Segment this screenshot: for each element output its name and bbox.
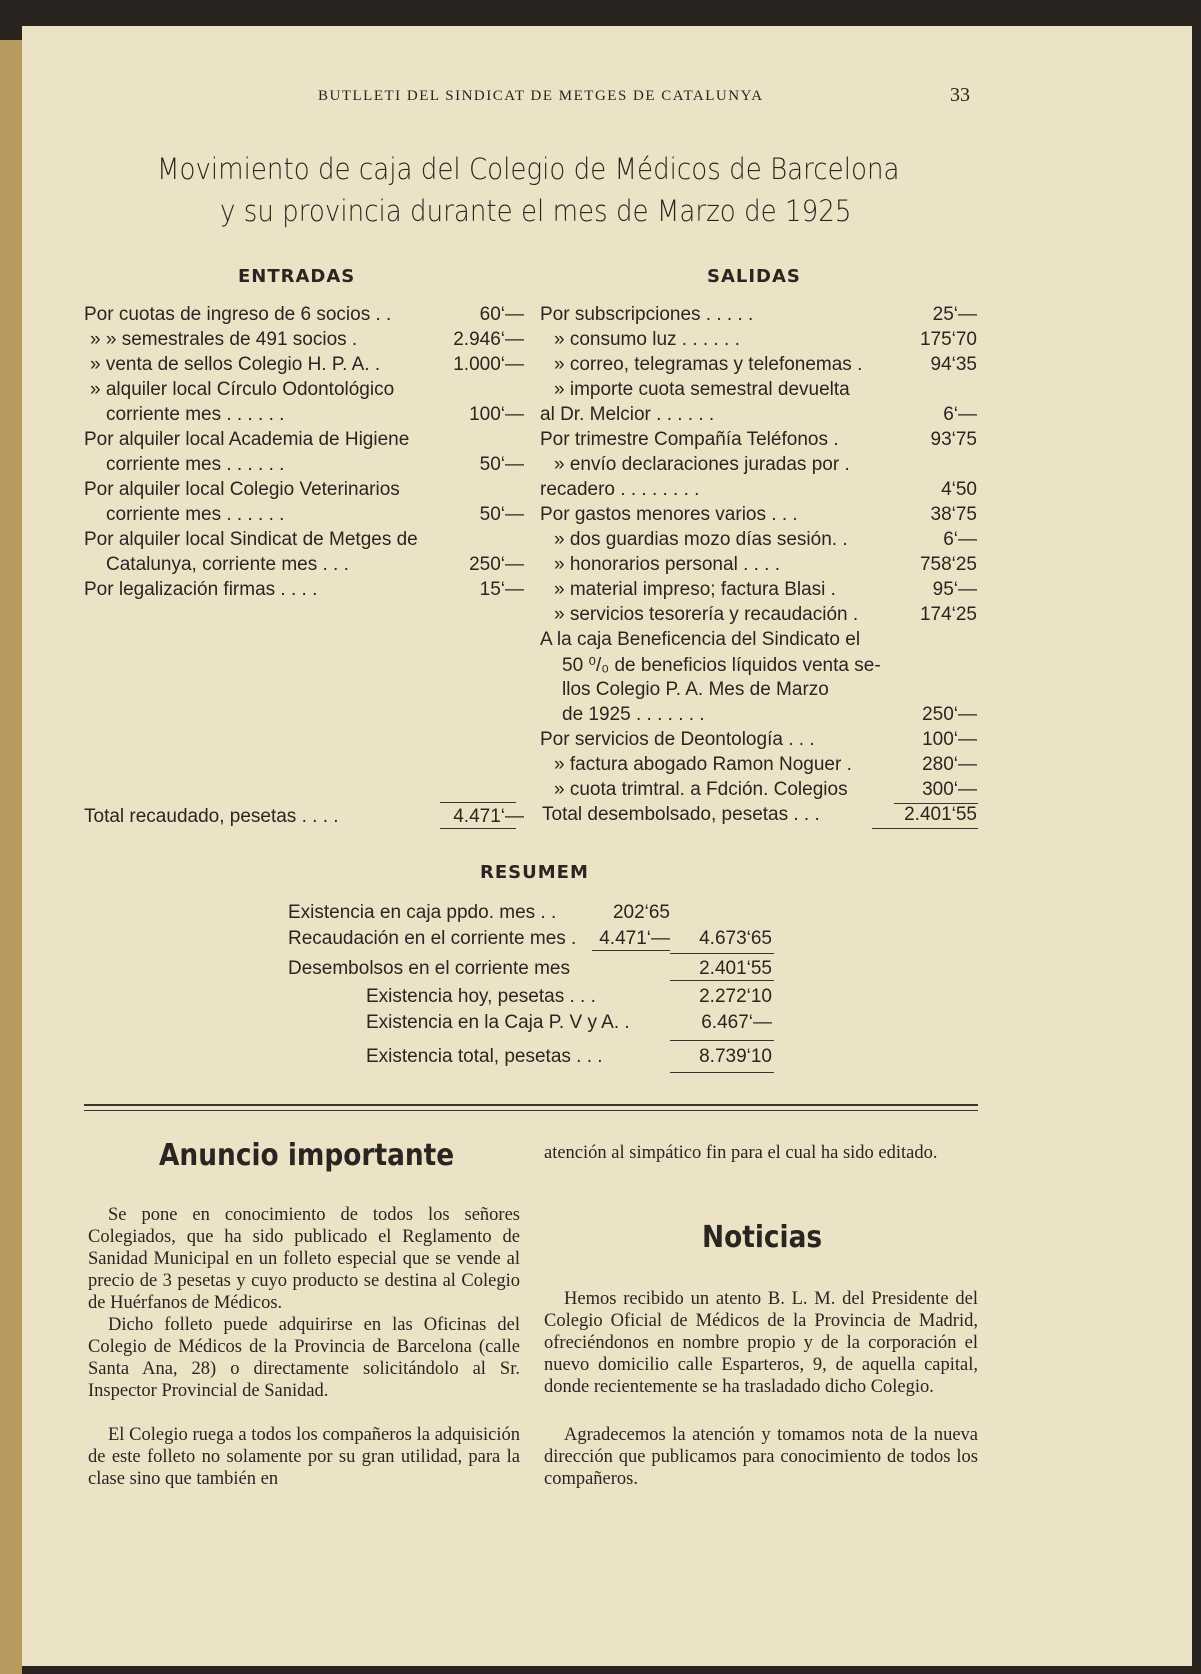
- anuncio-paragraph-2: Dicho folleto puede adquirirse en las Oficinas del Colegio de Médicos de la Provincia de Barcelona (calle Santa Ana, 28) o directamente solicitándolo al Sr. Inspector Provincial de Sanidad.: [88, 1315, 520, 1401]
- running-header: BUTLLETI DEL SINDICAT DE METGES DE CATALUNYA: [318, 88, 764, 104]
- salidas-line: » material impreso; factura Blasi .: [554, 579, 836, 600]
- entradas-line: Por legalización firmas . . . .: [84, 579, 318, 600]
- resumen-line: Desembolsos en el corriente mes: [288, 958, 570, 979]
- salidas-line: al Dr. Melcior . . . . . .: [540, 404, 715, 425]
- resumen-line: Existencia hoy, pesetas . . .: [366, 986, 596, 1007]
- entradas-amount: 50‘—: [479, 504, 524, 525]
- salidas-line: Por subscripciones . . . . .: [540, 304, 754, 325]
- salidas-line: de 1925 . . . . . . .: [562, 704, 705, 725]
- salidas-amount: 300‘—: [922, 779, 977, 800]
- salidas-line: Por gastos menores varios . . .: [540, 504, 798, 525]
- resumen-line: Existencia total, pesetas . . .: [366, 1046, 603, 1067]
- resumen-rule-2: [670, 953, 774, 954]
- resumen-rule-4: [670, 1040, 774, 1041]
- resumen-total: 4.673‘65: [699, 928, 772, 949]
- entradas-line: Por alquiler local Academia de Higiene: [84, 429, 410, 450]
- salidas-total-amount: 2.401‘55: [904, 804, 977, 825]
- salidas-amount: 94‘35: [930, 354, 977, 375]
- entradas-line: » venta de sellos Colegio H. P. A. .: [90, 354, 381, 375]
- salidas-amount: 95‘—: [932, 579, 977, 600]
- salidas-line: » dos guardias mozo días sesión. .: [554, 529, 848, 550]
- entradas-amount: 50‘—: [479, 454, 524, 475]
- salidas-line: » servicios tesorería y recaudación .: [554, 604, 859, 625]
- salidas-total-rule: [894, 803, 978, 804]
- resumen-subtotal: 202‘65: [612, 902, 670, 923]
- entradas-total-underline: [440, 828, 516, 829]
- salidas-line: 50 ⁰/₀ de beneficios líquidos venta se-: [562, 655, 881, 676]
- salidas-amount: 4‘50: [941, 479, 977, 500]
- entradas-line: corriente mes . . . . . .: [106, 504, 285, 525]
- entradas-amount: 15‘—: [479, 579, 524, 600]
- salidas-line: llos Colegio P. A. Mes de Marzo: [562, 679, 829, 700]
- entradas-amount: 1.000‘—: [453, 354, 524, 375]
- anuncio-continuation: atención al simpático fin para el cual ha sido editado.: [544, 1143, 938, 1163]
- entradas-heading: ENTRADAS: [238, 266, 356, 287]
- entradas-amount: 60‘—: [479, 304, 524, 325]
- resumen-rule-1: [592, 950, 670, 951]
- salidas-line: » cuota trimtral. a Fdción. Colegios: [554, 779, 848, 800]
- entradas-line: Por cuotas de ingreso de 6 socios . .: [84, 304, 392, 325]
- salidas-amount: 93‘75: [930, 429, 977, 450]
- salidas-total-label: Total desembolsado, pesetas . . .: [542, 804, 820, 825]
- entradas-amount: 100‘—: [469, 404, 524, 425]
- salidas-line: Por servicios de Deontología . . .: [540, 729, 815, 750]
- anuncio-paragraph-3: El Colegio ruega a todos los compañeros la adquisición de este folleto no solamente por su gran utilidad, para la clase sino que también en: [88, 1425, 520, 1489]
- salidas-total-underline: [872, 828, 978, 829]
- entradas-line: corriente mes . . . . . .: [106, 404, 285, 425]
- entradas-line: » alquiler local Círculo Odontológico: [90, 379, 395, 400]
- resumen-heading: RESUMEM: [480, 862, 589, 883]
- noticias-paragraph-2: Agradecemos la atención y tomamos nota de la nueva dirección que publicamos para conocimiento de todos los compañeros.: [544, 1425, 978, 1489]
- resumen-line: Existencia en caja ppdo. mes . .: [288, 902, 557, 923]
- salidas-line: A la caja Beneficencia del Sindicato el: [540, 629, 861, 650]
- salidas-line: » correo, telegramas y telefonemas .: [554, 354, 863, 375]
- resumen-total: 2.401‘55: [699, 958, 772, 979]
- entradas-amount: 250‘—: [469, 554, 524, 575]
- anuncio-paragraph-1: Se pone en conocimiento de todos los señores Colegiados, que ha sido publicado el Reglamento de Sanidad Municipal en un folleto especial que se vende al precio de 3 pesetas y cuyo producto se destina al Colegio de Huérfanos de Médicos.: [88, 1205, 520, 1313]
- resumen-total: 2.272‘10: [699, 986, 772, 1007]
- salidas-line: recadero . . . . . . . .: [540, 479, 700, 500]
- salidas-line: » honorarios personal . . . .: [554, 554, 781, 575]
- salidas-amount: 6‘—: [943, 404, 977, 425]
- salidas-amount: 250‘—: [922, 704, 977, 725]
- entradas-line: corriente mes . . . . . .: [106, 454, 285, 475]
- resumen-line: Recaudación en el corriente mes .: [288, 928, 577, 949]
- noticias-paragraph-1: Hemos recibido un atento B. L. M. del Presidente del Colegio Oficial de Médicos de la Provincia de Madrid, ofreciéndonos en nombre propio y de la corporación el nuevo domicilio calle Esparteros, 9, de aquella capital, donde recientemente se ha trasladado dicho Colegio.: [544, 1289, 978, 1397]
- salidas-amount: 100‘—: [922, 729, 977, 750]
- salidas-line: » factura abogado Ramon Noguer .: [554, 754, 852, 775]
- resumen-total: 8.739‘10: [699, 1046, 772, 1067]
- salidas-line: » importe cuota semestral devuelta: [554, 379, 850, 400]
- salidas-amount: 758‘25: [919, 554, 977, 575]
- resumen-total: 6.467‘—: [701, 1012, 772, 1033]
- resumen-rule-3: [670, 980, 774, 981]
- salidas-amount: 6‘—: [943, 529, 977, 550]
- salidas-heading: SALIDAS: [707, 266, 801, 287]
- section-divider-top: [84, 1104, 978, 1106]
- section-divider-bottom: [84, 1110, 978, 1111]
- document-page: [22, 26, 1192, 1666]
- anuncio-heading: Anuncio importante: [159, 1138, 455, 1173]
- entradas-line: Catalunya, corriente mes . . .: [106, 554, 349, 575]
- salidas-amount: 25‘—: [932, 304, 977, 325]
- salidas-amount: 38‘75: [930, 504, 977, 525]
- entradas-line: » » semestrales de 491 socios .: [90, 329, 358, 350]
- entradas-total-amount: 4.471‘—: [453, 806, 524, 827]
- title-line-1: Movimiento de caja del Colegio de Médicos de Barcelona: [157, 152, 900, 186]
- book-spine: [0, 40, 22, 1674]
- salidas-amount: 280‘—: [922, 754, 977, 775]
- entradas-amount: 2.946‘—: [453, 329, 524, 350]
- resumen-rule-5: [670, 1072, 774, 1073]
- page-number: 33: [950, 84, 970, 106]
- entradas-total-label: Total recaudado, pesetas . . . .: [84, 806, 339, 827]
- resumen-line: Existencia en la Caja P. V y A. .: [366, 1012, 630, 1033]
- salidas-line: Por trimestre Compañía Teléfonos .: [540, 429, 839, 450]
- noticias-heading: Noticias: [702, 1220, 823, 1255]
- salidas-amount: 174‘25: [919, 604, 977, 625]
- entradas-line: Por alquiler local Colegio Veterinarios: [84, 479, 400, 500]
- salidas-line: » envío declaraciones juradas por .: [554, 454, 850, 475]
- entradas-line: Por alquiler local Sindicat de Metges de: [84, 529, 418, 550]
- resumen-subtotal: 4.471‘—: [599, 928, 670, 949]
- salidas-line: » consumo luz . . . . . .: [554, 329, 740, 350]
- title-line-2: y su provincia durante el mes de Marzo de 1925: [220, 194, 852, 228]
- entradas-total-rule: [440, 802, 516, 803]
- salidas-amount: 175‘70: [919, 329, 977, 350]
